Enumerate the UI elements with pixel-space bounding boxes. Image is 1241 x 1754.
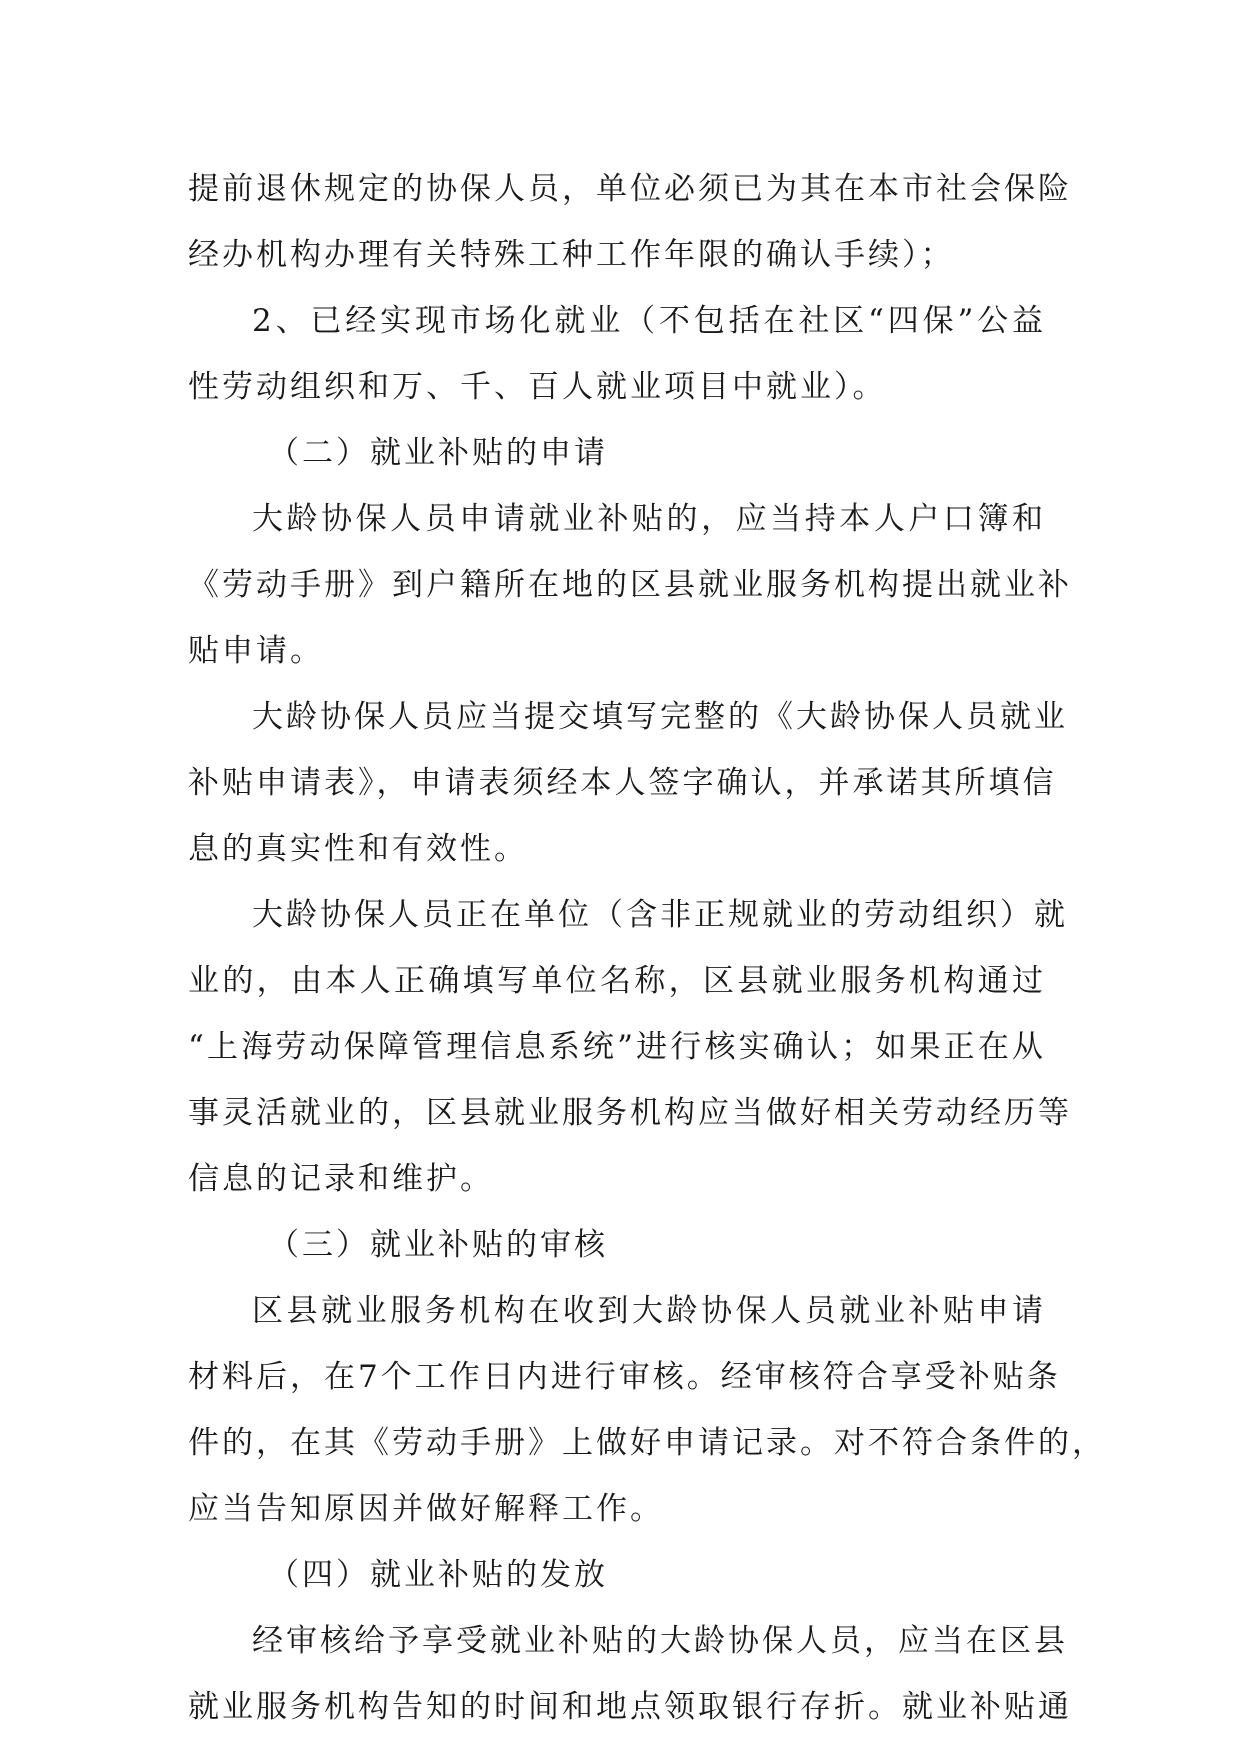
text-line: 经审核给予享受就业补贴的大龄协保人员，应当在区县 <box>252 1623 1068 1659</box>
text-line: （三）就业补贴的审核 <box>268 1227 608 1263</box>
text-line: 应当告知原因并做好解释工作。 <box>188 1491 664 1527</box>
text-line: 大龄协保人员应当提交填写完整的《大龄协保人员就业 <box>252 699 1068 735</box>
text-line: 性劳动组织和万、千、百人就业项目中就业）。 <box>188 369 887 405</box>
text-line: 就业服务机构告知的时间和地点领取银行存折。就业补贴通 <box>188 1689 1072 1725</box>
text-line: 业的，由本人正确填写单位名称，区县就业服务机构通过 <box>188 963 1046 999</box>
text-line: 2、已经实现市场化就业（不包括在社区“四保”公益 <box>252 303 1046 339</box>
text-line: （二）就业补贴的申请 <box>268 435 608 471</box>
text-line: （四）就业补贴的发放 <box>268 1557 608 1593</box>
text-line: 《劳动手册》到户籍所在地的区县就业服务机构提出就业补 <box>188 567 1072 603</box>
text-line: 补贴申请表》，申请表须经本人签字确认，并承诺其所填信 <box>188 765 1057 801</box>
text-line: 信息的记录和维护。 <box>188 1161 494 1197</box>
text-line: 事灵活就业的，区县就业服务机构应当做好相关劳动经历等 <box>188 1095 1072 1131</box>
document-body <box>188 156 1106 1740</box>
text-line: “上海劳动保障管理信息系统”进行核实确认；如果正在从 <box>188 1029 1046 1065</box>
text-line: 材料后，在7个工作日内进行审核。经审核符合享受补贴条 <box>188 1359 1061 1395</box>
text-line: 提前退休规定的协保人员，单位必须已为其在本市社会保险 <box>188 171 1072 207</box>
text-line: 大龄协保人员正在单位（含非正规就业的劳动组织）就 <box>252 897 1068 933</box>
text-line: 件的，在其《劳动手册》上做好申请记录。对不符合条件的， <box>188 1425 1106 1461</box>
text-line: 息的真实性和有效性。 <box>188 831 528 867</box>
text-line: 区县就业服务机构在收到大龄协保人员就业补贴申请 <box>252 1293 1046 1329</box>
text-line: 大龄协保人员申请就业补贴的，应当持本人户口簿和 <box>252 501 1046 537</box>
text-line: 经办机构办理有关特殊工种工作年限的确认手续）； <box>188 237 955 273</box>
text-line: 贴申请。 <box>188 633 324 669</box>
